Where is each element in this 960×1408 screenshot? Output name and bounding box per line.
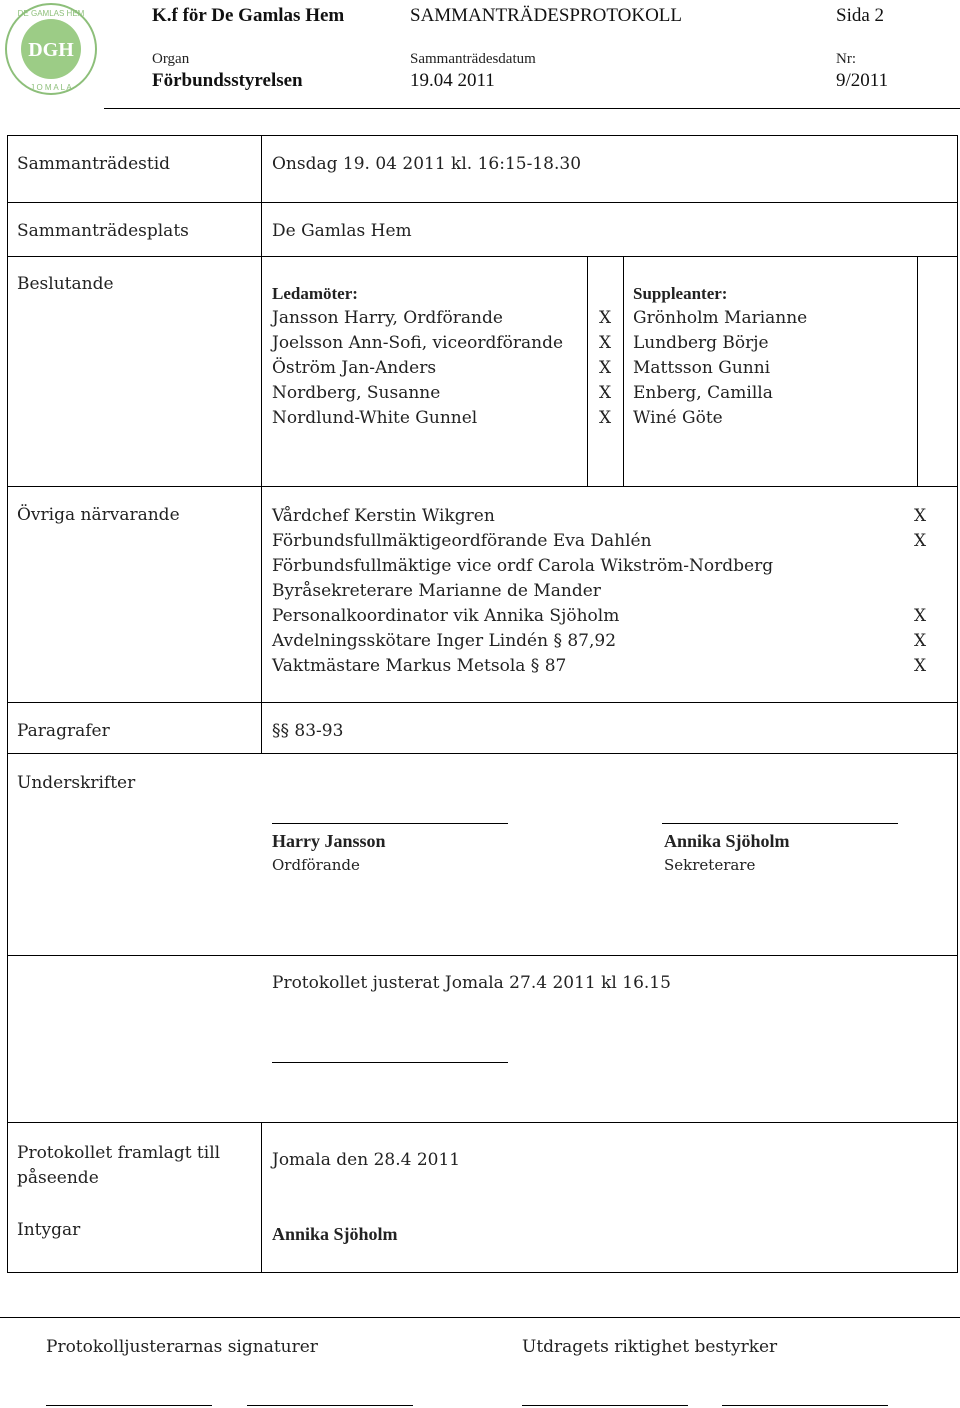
- row-divider: [7, 753, 958, 754]
- logo-monogram: DGH: [28, 39, 74, 61]
- others-label: Övriga närvarande: [17, 505, 180, 525]
- presence-mark: X: [913, 656, 927, 676]
- footer-signature-line: [46, 1405, 212, 1406]
- display-label: [17, 1141, 220, 1191]
- page-number: Sida 2: [836, 5, 885, 26]
- table-border-bottom: [7, 1272, 958, 1273]
- attendee-item: Vaktmästare Markus Metsola § 87: [272, 656, 567, 676]
- members-list: [272, 281, 563, 431]
- footer-signature-line: [522, 1405, 688, 1406]
- presence-mark: X: [598, 383, 612, 403]
- signer-right-role: Sekreterare: [664, 856, 756, 874]
- members-column-divider: [587, 256, 588, 486]
- table-border-left: [7, 135, 8, 1273]
- meeting-time-value: Onsdag 19. 04 2011 kl. 16:15-18.30: [272, 154, 582, 174]
- organ-value: Förbundsstyrelsen: [152, 70, 303, 91]
- presence-mark: X: [913, 631, 927, 651]
- meeting-place-label: Sammanträdesplats: [17, 221, 189, 241]
- paragraphs-value: §§ 83-93: [272, 721, 344, 741]
- signer-right-name: Annika Sjöholm: [664, 831, 790, 851]
- organ-label: Organ: [152, 51, 190, 67]
- substitute-item: Grönholm Marianne: [633, 308, 808, 328]
- attendee-item: Vårdchef Kerstin Wikgren: [272, 506, 495, 526]
- substitutes-column-divider: [917, 256, 918, 486]
- member-item: Jansson Harry, Ordförande: [272, 308, 503, 328]
- presence-mark: X: [913, 606, 927, 626]
- row-divider: [7, 202, 958, 203]
- logo-text-bottom: J O M A L A: [30, 83, 72, 92]
- signer-left-name: Harry Jansson: [272, 831, 386, 851]
- substitute-item: Mattsson Gunni: [633, 358, 771, 378]
- others-list: [272, 504, 773, 679]
- display-label-line: Protokollet framlagt till: [17, 1143, 221, 1163]
- substitute-item: Lundberg Börje: [633, 333, 769, 353]
- meeting-date-label: Sammanträdesdatum: [410, 51, 536, 67]
- presence-mark: X: [913, 531, 927, 551]
- decision-label: Beslutande: [17, 274, 114, 294]
- footer-left-label: Protokolljusterarnas signaturer: [46, 1337, 318, 1357]
- number-label: Nr:: [836, 51, 856, 67]
- meeting-place-value: De Gamlas Hem: [272, 221, 412, 241]
- row-divider: [7, 1122, 958, 1123]
- row-divider: [7, 702, 958, 703]
- logo-text-top: DE GAMLAS HEM: [17, 9, 85, 18]
- member-item: Joelsson Ann-Sofi, viceordförande: [272, 333, 564, 353]
- attendee-item: Förbundsfullmäktigeordförande Eva Dahlén: [272, 531, 652, 551]
- member-item: Nordberg, Susanne: [272, 383, 441, 403]
- row-divider: [7, 955, 958, 956]
- attendee-item: Byråsekreterare Marianne de Mander: [272, 581, 601, 601]
- document-title: SAMMANTRÄDESPROTOKOLL: [410, 5, 683, 26]
- row-divider: [7, 486, 958, 487]
- display-label-line: påseende: [17, 1168, 99, 1188]
- adjuster-signature-line: [272, 1062, 508, 1063]
- meeting-time-label: Sammanträdestid: [17, 154, 171, 174]
- substitutes-heading: Suppleanter:: [633, 284, 728, 303]
- certify-label: Intygar: [17, 1220, 81, 1240]
- signature-line-right: [662, 823, 898, 824]
- marks-column-divider: [623, 256, 624, 486]
- attendee-item: Förbundsfullmäktige vice ordf Carola Wikström-Nordberg: [272, 556, 774, 576]
- row-divider: [7, 256, 958, 257]
- substitute-item: Winé Göte: [633, 408, 723, 428]
- presence-mark: X: [598, 358, 612, 378]
- substitutes-list: [633, 281, 807, 431]
- signature-line-left: [272, 823, 508, 824]
- presence-mark: [908, 554, 932, 579]
- column-divider-lower: [261, 1122, 262, 1273]
- member-item: Nordlund-White Gunnel: [272, 408, 478, 428]
- header-divider: [104, 108, 960, 109]
- adjusted-statement: Protokollet justerat Jomala 27.4 2011 kl 16.15: [272, 973, 671, 993]
- presence-mark: X: [913, 506, 927, 526]
- number-value: 9/2011: [836, 70, 889, 91]
- signatures-label: Underskrifter: [17, 773, 136, 793]
- attendee-item: Avdelningsskötare Inger Lindén § 87,92: [272, 631, 617, 651]
- substitute-item: Enberg, Camilla: [633, 383, 773, 403]
- certify-value: Annika Sjöholm: [272, 1224, 398, 1244]
- footer-signature-line: [247, 1405, 413, 1406]
- organization-logo: [4, 2, 98, 96]
- paragraphs-label: Paragrafer: [17, 721, 110, 741]
- column-divider: [261, 135, 262, 753]
- member-item: Öström Jan-Anders: [272, 358, 437, 378]
- signer-left-role: Ordförande: [272, 856, 360, 874]
- footer-right-label: Utdragets riktighet bestyrker: [522, 1337, 778, 1357]
- presence-mark: [908, 579, 932, 604]
- table-border-top: [7, 135, 958, 136]
- display-value: Jomala den 28.4 2011: [272, 1150, 461, 1170]
- presence-mark: X: [598, 408, 612, 428]
- attendee-item: Personalkoordinator vik Annika Sjöholm: [272, 606, 620, 626]
- presence-mark: X: [598, 308, 612, 328]
- members-heading: Ledamöter:: [272, 284, 358, 303]
- meeting-date-value: 19.04 2011: [410, 70, 495, 91]
- footer-divider: [0, 1317, 960, 1318]
- table-border-right: [957, 135, 958, 1273]
- others-marks: [908, 504, 932, 679]
- member-marks: [595, 306, 615, 431]
- footer-signature-line: [722, 1405, 888, 1406]
- presence-mark: X: [598, 333, 612, 353]
- organization-name: K.f för De Gamlas Hem: [152, 5, 345, 26]
